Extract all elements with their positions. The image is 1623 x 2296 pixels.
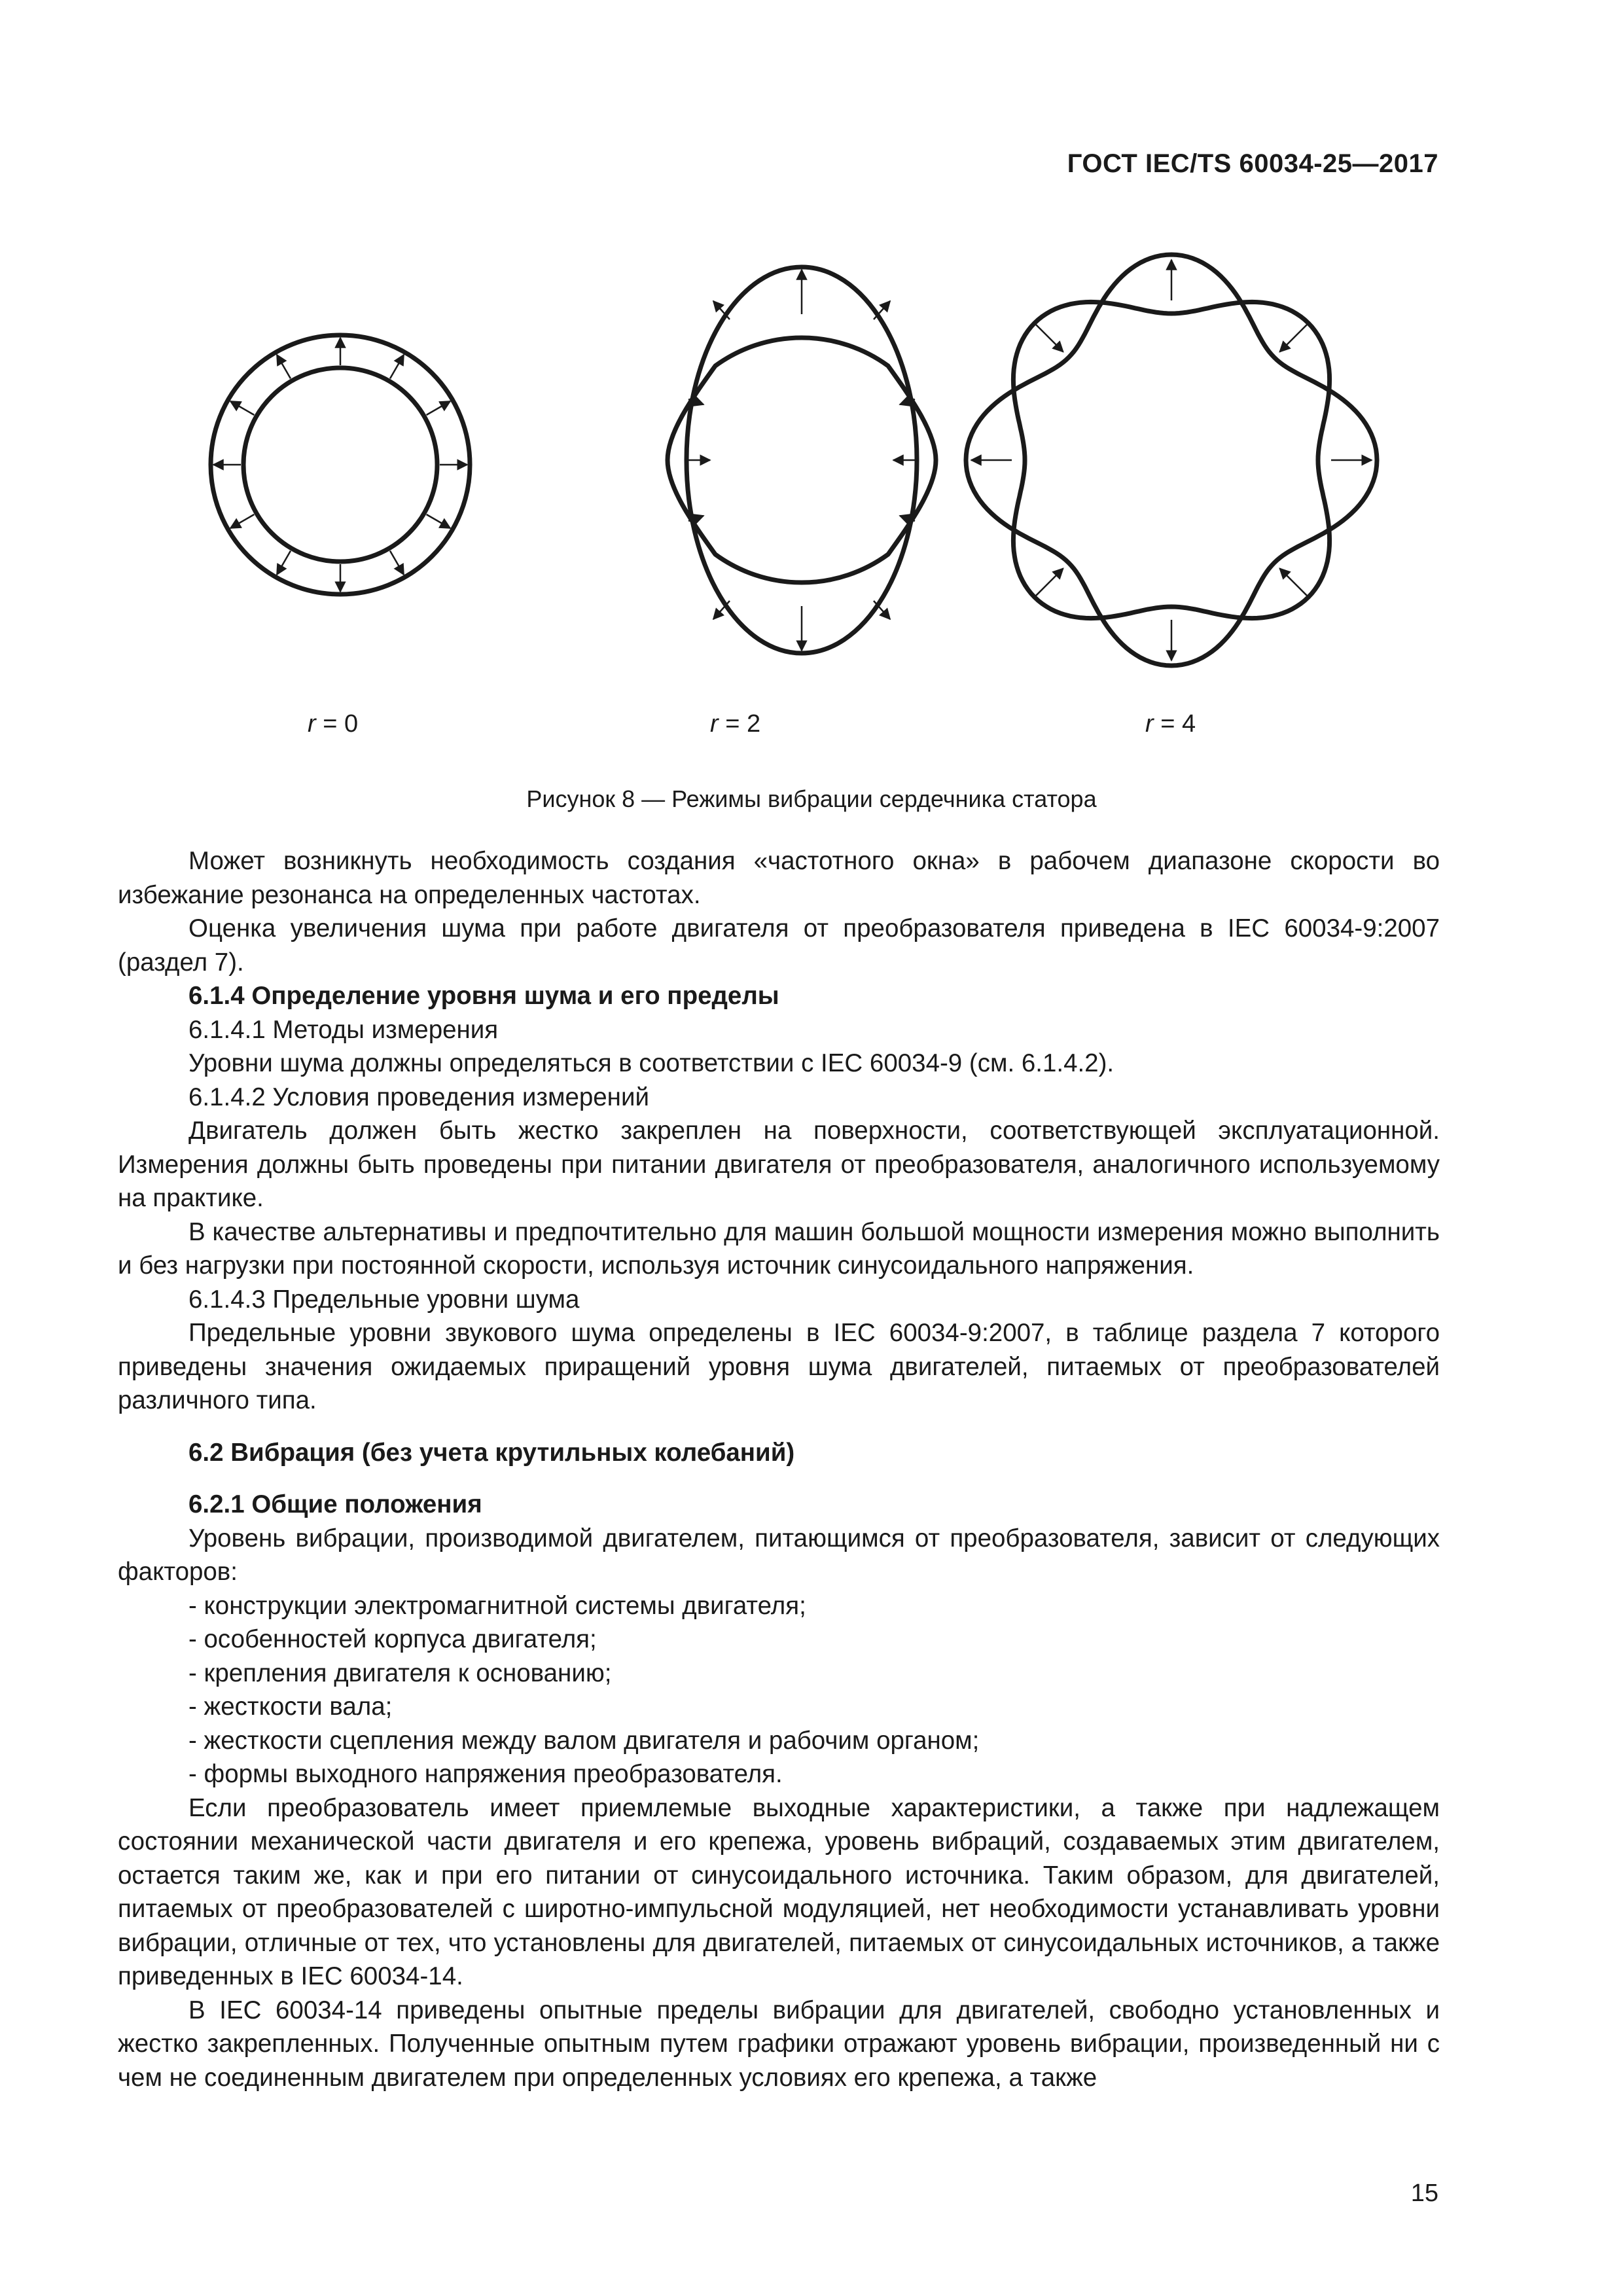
paragraph: В качестве альтернативы и предпочтительно для машин большой мощности измерения можно выполнить и без нагрузки при постоянной скорости, используя источник синусоидального напряжения.: [118, 1217, 1440, 1280]
section-heading-6-2: 6.2 Вибрация (без учета крутильных колебаний): [188, 1438, 795, 1467]
displacement-arrow: [390, 355, 404, 378]
displacement-arrow: [1035, 323, 1063, 352]
subsection-title-6-1-4-1: 6.1.4.1 Методы измерения: [188, 1015, 499, 1044]
paragraph: Уровни шума должны определяться в соответствии с IEC 60034-9 (см. 6.1.4.2).: [188, 1049, 1115, 1077]
section-heading-6-1-4: 6.1.4 Определение уровня шума и его пределы: [188, 982, 779, 1010]
paragraph: В IEC 60034-14 приведены опытные пределы вибрации для двигателей, свободно установленных и жестко закрепленных. Полученные опытным путем графики отражают уровень вибрации, произведенный ни с чем не соединенным двигателем при определенных условиях его крепежа, а также: [118, 1996, 1440, 2092]
document-code: ГОСТ IEC/TS 60034-25—2017: [1067, 149, 1438, 178]
list-item: - крепления двигателя к основанию;: [188, 1659, 612, 1687]
mode-label-r2: r = 2: [710, 710, 761, 738]
mode-label-r4: r = 4: [1145, 710, 1196, 738]
paragraph: Может возникнуть необходимость создания «частотного окна» в рабочем диапазоне скорости во избежание резонанса на определенных частотах.: [118, 847, 1440, 909]
displacement-arrow: [1279, 568, 1308, 597]
list-item: - жесткости вала;: [188, 1693, 393, 1721]
subsection-title-6-1-4-3: 6.1.4.3 Предельные уровни шума: [188, 1285, 580, 1314]
mode-r0-drawing: [211, 335, 470, 594]
list-item: - формы выходного напряжения преобразователя.: [188, 1760, 783, 1788]
section-heading-6-2-1: 6.2.1 Общие положения: [188, 1490, 482, 1518]
displacement-arrow: [427, 514, 450, 528]
paragraph: Двигатель должен быть жестко закреплен на поверхности, соответствующей эксплуатационной. Измерения должны быть проведены при питании двигателя от преобразователя, аналогичного используемому на практике.: [118, 1117, 1440, 1212]
displacement-arrow: [1279, 323, 1308, 352]
list-item: - жесткости сцепления между валом двигателя и рабочим органом;: [188, 1726, 980, 1755]
paragraph: Если преобразователь имеет приемлемые выходные характеристики, а также при надлежащем состоянии механической части двигателя и его крепежа, уровень вибраций, создаваемых этим двигателем, остается таким же, как и при его питании от синусоидального источника. Таким образом, для двигателей, питаемых от преобразователей с широтно-импульсной модуляцией, нет необходимости устанавливать уровни вибрации, отличные от тех, что установлены для двигателей, питаемых от синусоидальных источников, а также приведенных в IEC 60034-14.: [118, 1793, 1440, 1990]
subsection-title-6-1-4-2: 6.1.4.2 Условия проведения измерений: [188, 1083, 649, 1111]
paragraph: Оценка увеличения шума при работе двигателя от преобразователя приведена в IEC 60034-9:2007 (раздел 7).: [118, 914, 1440, 977]
paragraph: Уровень вибрации, производимой двигателем, питающимся от преобразователя, зависит от следующих факторов:: [118, 1524, 1440, 1586]
list-item: - особенностей корпуса двигателя;: [188, 1625, 597, 1653]
displacement-arrow: [427, 401, 450, 415]
displacement-arrow: [277, 551, 291, 575]
displacement-arrow: [277, 355, 291, 378]
list-item: - конструкции электромагнитной системы двигателя;: [188, 1591, 806, 1620]
displacement-arrow: [390, 551, 404, 575]
figure-caption: Рисунок 8 — Режимы вибрации сердечника статора: [526, 785, 1097, 812]
displacement-arrow: [230, 514, 254, 528]
mode-r4-drawing: [966, 255, 1377, 666]
displacement-arrow: [1035, 568, 1063, 597]
paragraph: Предельные уровни звукового шума определены в IEC 60034-9:2007, в таблице раздела 7 которого приведены значения ожидаемых приращений уровня шума двигателей, питаемых от преобразователей различного типа.: [118, 1319, 1440, 1414]
mode-label-r0: r = 0: [308, 710, 359, 738]
page-number: 15: [1410, 2179, 1438, 2207]
document-body: [118, 844, 1440, 2094]
displacement-arrow: [230, 401, 254, 415]
